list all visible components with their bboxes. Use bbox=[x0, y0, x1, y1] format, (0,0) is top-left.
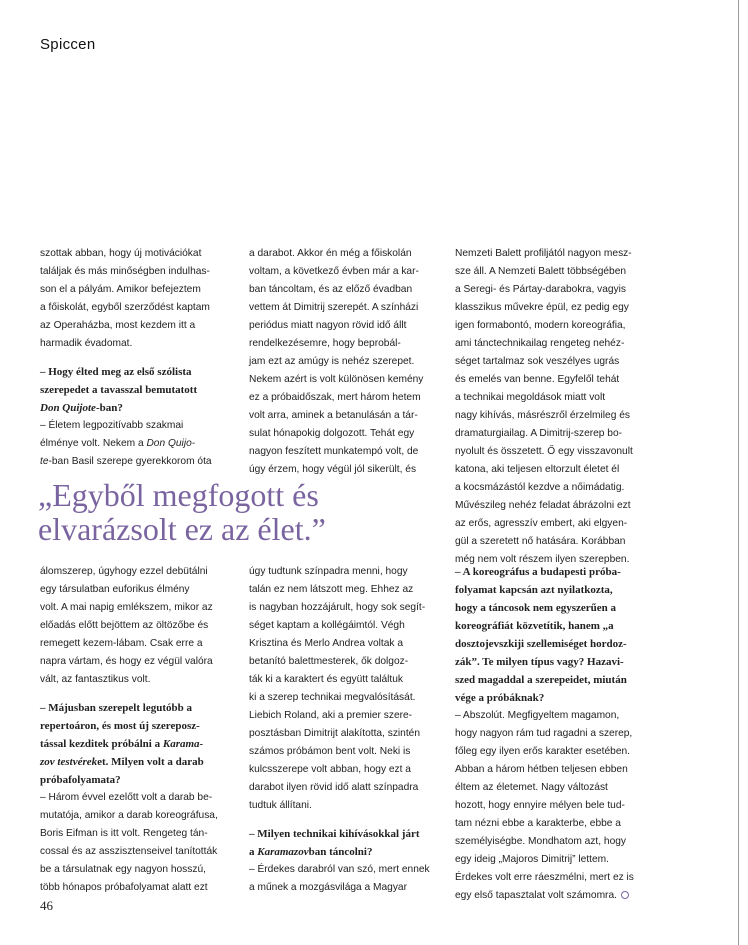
text-line: betanító balettmesterek, ők dolgoz- bbox=[249, 656, 409, 667]
title-italic: te bbox=[40, 456, 49, 467]
text-line: igen formabontó, modern koreográfia, bbox=[455, 320, 626, 331]
column-2-bottom bbox=[249, 563, 449, 897]
title-italic: Karama- bbox=[162, 738, 204, 750]
question-text: tással kezditek próbálni a bbox=[40, 738, 163, 750]
question-text: et. Milyen volt a darab bbox=[97, 756, 204, 768]
text-line: katona, aki teljesen eltorzult életet él bbox=[455, 464, 620, 475]
text-line bbox=[40, 453, 240, 471]
text-line: egy ideig „Majoros Dimitrij” lettem. bbox=[455, 854, 609, 865]
column-1-top bbox=[40, 245, 240, 471]
text-line: kulcsszerepe volt abban, hogy ezt a bbox=[249, 764, 411, 775]
text-line: ki a szerep technikai megvalósítását. bbox=[249, 692, 416, 703]
pull-quote-line: „Egyből megfogott és bbox=[38, 477, 319, 513]
text-line: Abban a három hétben teljesen ebben bbox=[455, 764, 628, 775]
text-line: és emelés van benne. Egyfelől tehát bbox=[455, 374, 620, 385]
text-line: Liebich Roland, aki a premier szere- bbox=[249, 710, 413, 721]
question-line: folyamat kapcsán azt nyilatkozta, bbox=[455, 584, 613, 596]
column-2-top bbox=[249, 245, 449, 479]
text-line: nagyon feszített munkatempó volt, de bbox=[249, 446, 419, 457]
text-line: Krisztina és Merlo Andrea voltak a bbox=[249, 638, 404, 649]
question-1 bbox=[40, 363, 240, 417]
text-line: is nagyban hozzájárult, hogy sok segít- bbox=[249, 602, 426, 613]
text-line: napra vártam, és hogy ez végül valóra bbox=[40, 656, 213, 667]
page-number: 46 bbox=[40, 898, 53, 913]
text-line: több hónapos próbafolyamat alatt ezt bbox=[40, 882, 208, 893]
pull-quote-line: elvarázsolt ez az élet.” bbox=[38, 511, 326, 547]
text-line: Nemzeti Balett profiljától nagyon mesz- bbox=[455, 248, 632, 259]
text-line: voltam, a következő évben már a kar- bbox=[249, 266, 419, 277]
question-line: szerepedet a tavasszal bemutatott bbox=[40, 384, 198, 396]
text-line: vált, az fantasztikus volt. bbox=[40, 674, 151, 685]
text-line: tudtuk állítani. bbox=[249, 800, 312, 811]
text-line bbox=[455, 887, 675, 905]
title-italic: Karamazov bbox=[257, 846, 309, 858]
text-line: – Három évvel ezelőtt volt a darab be- bbox=[40, 792, 213, 803]
text-line: Művészileg nehéz feladat ábrázolni ezt bbox=[455, 500, 631, 511]
text-line: remegett kezem-lábam. Csak erre a bbox=[40, 638, 203, 649]
text-line: főleg egy ilyen erős karakter esetében. bbox=[455, 746, 630, 757]
text-line: talán ez nem látszott meg. Ehhez az bbox=[249, 584, 414, 595]
text-line: előadás előtt bejöttem az öltözőbe és bbox=[40, 620, 209, 631]
text-line: a darabot. Akkor én még a főiskolán bbox=[249, 248, 412, 259]
text-line: számos próbámon bent volt. Neki is bbox=[249, 746, 411, 757]
text-line: sze áll. A Nemzeti Balett többségében bbox=[455, 266, 627, 277]
question-line bbox=[40, 735, 245, 753]
text-line: ták ki a karaktert és együtt találtuk bbox=[249, 674, 404, 685]
text-line: séget tartalmaz sok veszélyes ugrás bbox=[455, 356, 620, 367]
text-line: álomszerep, úgyhogy ezzel debütálni bbox=[40, 566, 208, 577]
question-line: szed magaddal a szerepeidet, miután bbox=[455, 674, 627, 686]
text-line: sulat hónapokig dolgozott. Tehát egy bbox=[249, 428, 415, 439]
answer-text: egy első tapasztalat volt számomra. bbox=[455, 890, 617, 901]
question-line bbox=[40, 399, 240, 417]
column-1-bottom bbox=[40, 563, 245, 897]
title-italic: Don Quijote bbox=[40, 402, 96, 414]
text-line: posztásban Dimitrijt alakította, szintén bbox=[249, 728, 420, 739]
text-line: még nem volt részem ilyen szerepben. bbox=[455, 554, 630, 565]
text-line: periódus miatt nagyon rövid idő állt bbox=[249, 320, 407, 331]
question-line: repertoáron, és most új szereposz- bbox=[40, 720, 200, 732]
text-line: volt. A mai napig emlékszem, mikor az bbox=[40, 602, 213, 613]
text-line: a technikai megoldások miatt volt bbox=[455, 392, 606, 403]
text-line: séget kaptam a kollégáimtól. Végh bbox=[249, 620, 405, 631]
text-line: Nekem azért is volt különösen kemény bbox=[249, 374, 424, 385]
text-line: szottak abban, hogy új motivációkat bbox=[40, 248, 202, 259]
text-line: – Érdekes darabról van szó, mert ennek bbox=[249, 864, 430, 875]
end-mark-icon bbox=[621, 891, 629, 899]
text-line: egy társulatban euforikus élmény bbox=[40, 584, 190, 595]
text-line: volt arra, aminek a betanulásán a tár- bbox=[249, 410, 418, 421]
question-2 bbox=[40, 699, 245, 789]
text-line bbox=[40, 435, 240, 453]
text-line: jam ezt az amúgy is nehéz szerepet. bbox=[249, 356, 415, 367]
page-edge-rule bbox=[738, 0, 739, 945]
text-line: hogy nagyon rám tud ragadni a szerep, bbox=[455, 728, 633, 739]
question-line: próbafolyamata? bbox=[40, 774, 121, 786]
question-line bbox=[40, 753, 245, 771]
text-line: Érdekes volt erre ráeszmélni, mert ez is bbox=[455, 872, 634, 883]
text-line: ban táncoltam, és az előző évadban bbox=[249, 284, 413, 295]
question-line: hogy a táncosok nem egyszerűen a bbox=[455, 602, 617, 614]
text-line: son el a pályám. Amikor befejeztem bbox=[40, 284, 201, 295]
text-line: vettem át Dimitrij szerepét. A színházi bbox=[249, 302, 419, 313]
text-line: klasszikus művekre épül, ez pedig egy bbox=[455, 302, 629, 313]
text-line: úgy érzem, hogy végül jól sikerült, és bbox=[249, 464, 417, 475]
text-line: dramaturgiailag. A Dimitrij-szerep bo- bbox=[455, 428, 623, 439]
text-line: a Seregi- és Pártay-darabokra, vagyis bbox=[455, 284, 627, 295]
text-line: be a társulatnak egy nagyon hosszú, bbox=[40, 864, 206, 875]
question-line: – Milyen technikai kihívásokkal járt bbox=[249, 828, 420, 840]
text-line: mutatója, amikor a darab koreográfusa, bbox=[40, 810, 218, 821]
column-3-top bbox=[455, 245, 670, 569]
text-line: az erős, agresszív embert, aki elgyen- bbox=[455, 518, 628, 529]
text-line: rendelkezésemre, hogy beprobál- bbox=[249, 338, 401, 349]
text-line: nagy kihívás, másrészről érzelmileg és bbox=[455, 410, 630, 421]
text-line: – Abszolút. Megfigyeltem magamon, bbox=[455, 710, 620, 721]
text-line: nyolult és összetett. Ő egy visszavonult bbox=[455, 446, 633, 457]
text-line: Boris Eifman is itt volt. Rengeteg tán- bbox=[40, 828, 208, 839]
question-text: a bbox=[249, 846, 258, 858]
text-line: cossal és az asszisztenseivel tanították bbox=[40, 846, 218, 857]
text-line: ez a próbaidőszak, mert három hetem bbox=[249, 392, 421, 403]
question-3 bbox=[249, 825, 449, 861]
answer-text: – Életem legpozitívabb szakmai bbox=[40, 420, 184, 431]
title-italic: zov testvérek bbox=[40, 756, 98, 768]
question-line: koreográfiát közvetítik, hanem „a bbox=[455, 620, 614, 632]
text-line: hozott, hogy ennyire mélyen bele tud- bbox=[455, 800, 625, 811]
answer-text: élménye volt. Nekem a bbox=[40, 438, 147, 449]
text-line: harmadik évadomat. bbox=[40, 338, 133, 349]
text-line: darabot ilyen rövid idő alatt színpadra bbox=[249, 782, 419, 793]
question-text: -ban? bbox=[95, 402, 123, 414]
answer-text: -ban Basil szerepe gyerekkorom óta bbox=[48, 456, 212, 467]
question-line: zák”. Te milyen típus vagy? Hazavi- bbox=[455, 656, 624, 668]
question-text: ban táncolni? bbox=[308, 846, 373, 858]
text-line: személyiségbe. Mondhatom azt, hogy bbox=[455, 836, 627, 847]
column-3-bottom bbox=[455, 563, 675, 905]
text-line: az Operaházba, most kezdem itt a bbox=[40, 320, 196, 331]
text-line: úgy tudtunk színpadra menni, hogy bbox=[249, 566, 408, 577]
pull-quote bbox=[38, 478, 458, 546]
text-line: a műnek a mozgásvilága a Magyar bbox=[249, 882, 407, 893]
question-line: – Májusban szerepelt legutóbb a bbox=[40, 702, 192, 714]
question-line: dosztojevszkiji szellemiséget hordoz- bbox=[455, 638, 627, 650]
text-line: tam nézni ebbe a karakterbe, ebbe a bbox=[455, 818, 621, 829]
text-line: éltem az életemet. Nagy változást bbox=[455, 782, 608, 793]
text-line: a főiskolát, egyből szerződést kaptam bbox=[40, 302, 210, 313]
question-line: – Hogy élted meg az első szólista bbox=[40, 366, 192, 378]
title-italic: Don Quijo- bbox=[146, 438, 196, 449]
text-line: ami tánctechnikailag rengeteg nehéz- bbox=[455, 338, 625, 349]
text-line: a kocsmázástól kezdve a nőimádatig. bbox=[455, 482, 625, 493]
text-line: találjak és más minőségben indulhas- bbox=[40, 266, 210, 277]
question-line bbox=[249, 843, 449, 861]
question-4 bbox=[455, 563, 675, 707]
question-line: – A koreográfus a budapesti próba- bbox=[455, 566, 621, 578]
question-line: vége a próbáknak? bbox=[455, 692, 545, 704]
text-line bbox=[40, 417, 240, 435]
section-title: Spiccen bbox=[40, 36, 96, 53]
text-line: gül a szeretett nő hatására. Korábban bbox=[455, 536, 626, 547]
